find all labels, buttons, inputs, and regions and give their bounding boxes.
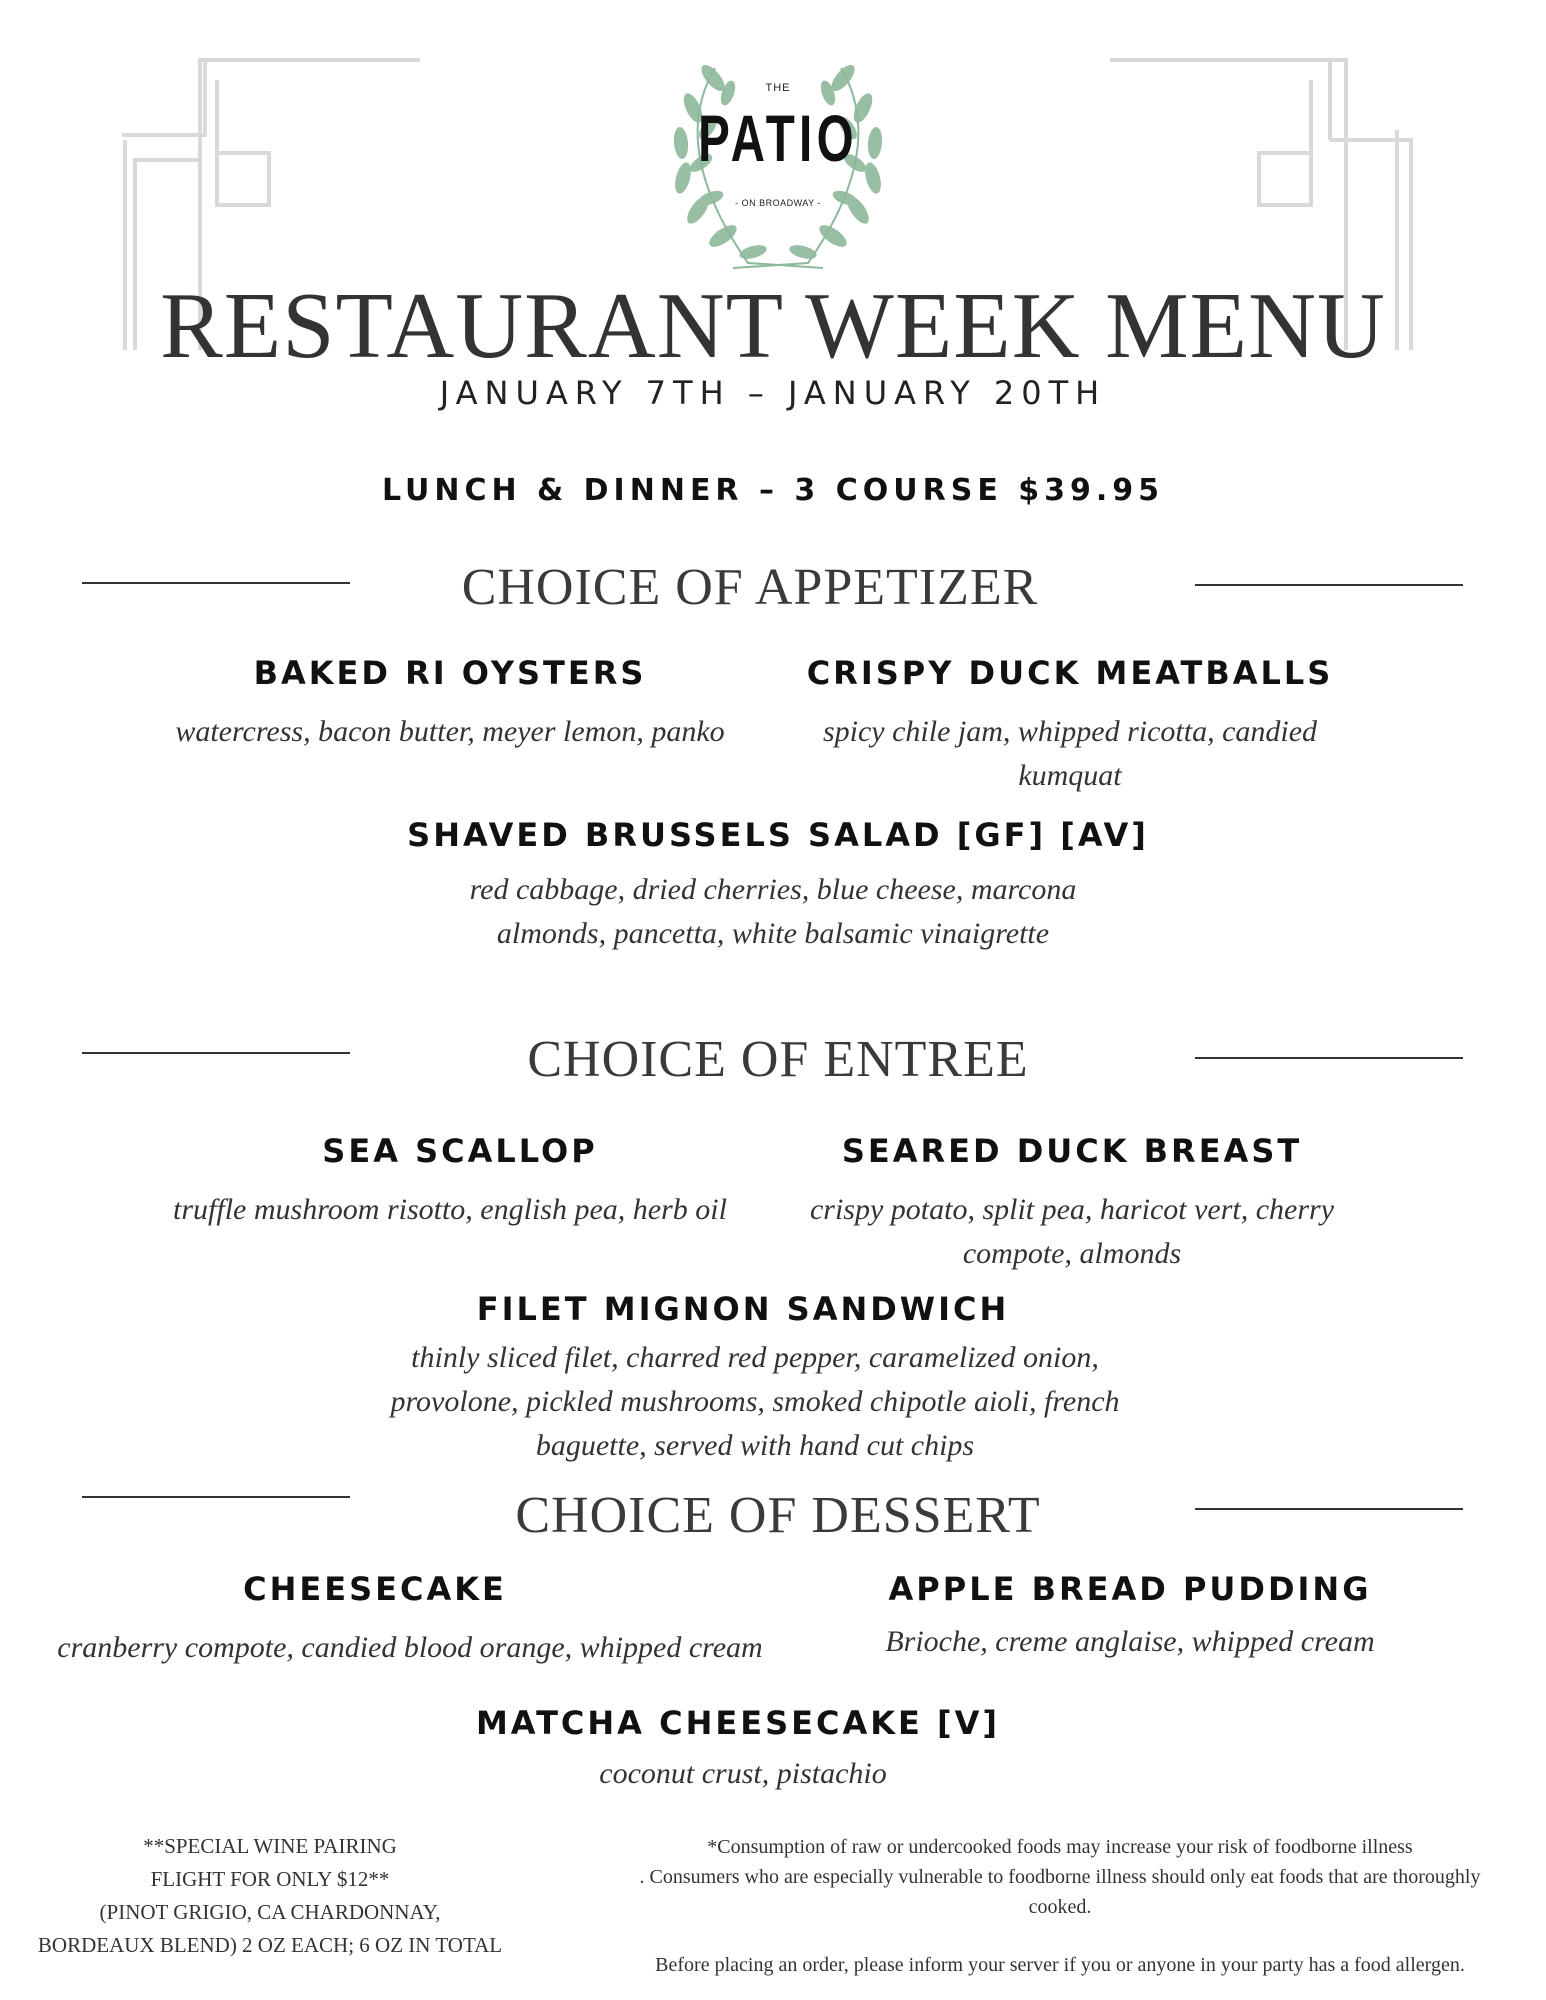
dish-name: MATCHA CHEESECAKE [V] <box>475 1704 1001 1742</box>
dish-description <box>720 710 1420 798</box>
notice-line: . Consumers who are especially vulnerable to foodborne illness should only eat foods that are thoroughly <box>639 1866 1481 1888</box>
menu-dates: JANUARY 7TH – JANUARY 20TH <box>439 374 1107 412</box>
notice-line: cooked. <box>1028 1896 1092 1918</box>
page-title: RESTAURANT WEEK MENU <box>160 274 1386 378</box>
wine-line: FLIGHT FOR ONLY $12** <box>150 1867 390 1891</box>
dish-description: coconut crust, pistachio <box>599 1757 887 1790</box>
description-line: almonds, pancetta, white balsamic vinaigrette <box>496 917 1050 950</box>
dish-name: FILET MIGNON SANDWICH <box>476 1290 1010 1328</box>
dish-description: watercress, bacon butter, meyer lemon, panko <box>175 715 725 748</box>
wine-line: (PINOT GRIGIO, CA CHARDONNAY, <box>99 1900 441 1924</box>
dish-name: SEA SCALLOP <box>322 1132 598 1170</box>
dish-description <box>0 868 1546 956</box>
dish-name: APPLE BREAD PUDDING <box>888 1570 1372 1608</box>
dish-description <box>0 1336 1510 1468</box>
allergen-notice: Before placing an order, please inform your server if you or anyone in your party has a food allergen. <box>655 1954 1465 1976</box>
logo-the: THE <box>765 82 791 94</box>
description-line: baguette, served with hand cut chips <box>535 1429 975 1462</box>
dish-description <box>722 1188 1422 1276</box>
course-price: LUNCH & DINNER – 3 COURSE $39.95 <box>381 473 1165 508</box>
appetizer-heading: CHOICE OF APPETIZER <box>461 559 1039 616</box>
dish-name: SHAVED BRUSSELS SALAD [GF] [AV] <box>407 816 1149 854</box>
description-line: crispy potato, split pea, haricot vert, cherry <box>809 1193 1335 1226</box>
notice-line: *Consumption of raw or undercooked foods may increase your risk of foodborne illness <box>707 1836 1413 1858</box>
logo-subtitle: - ON BROADWAY - <box>735 198 821 208</box>
restaurant-logo <box>653 38 903 278</box>
wine-line: BORDEAUX BLEND) 2 OZ EACH; 6 OZ IN TOTAL <box>37 1933 503 1957</box>
dessert-heading: CHOICE OF DESSERT <box>515 1487 1041 1544</box>
dish-name: BAKED RI OYSTERS <box>253 654 647 692</box>
description-line: spicy chile jam, whipped ricotta, candied <box>822 715 1318 748</box>
entree-heading: CHOICE OF ENTREE <box>527 1031 1029 1088</box>
dish-name: SEARED DUCK BREAST <box>841 1132 1303 1170</box>
dish-name: CRISPY DUCK MEATBALLS <box>806 654 1334 692</box>
dish-description: truffle mushroom risotto, english pea, herb oil <box>173 1193 727 1226</box>
description-line: kumquat <box>1018 759 1122 792</box>
description-line: provolone, pickled mushrooms, smoked chipotle aioli, french <box>390 1385 1120 1418</box>
dish-description: Brioche, creme anglaise, whipped cream <box>885 1625 1375 1658</box>
logo-name: PATIO <box>698 101 858 175</box>
description-line: compote, almonds <box>962 1237 1182 1270</box>
wine-pairing-note <box>10 1830 530 1962</box>
dish-name: CHEESECAKE <box>243 1570 507 1608</box>
wine-line: **SPECIAL WINE PAIRING <box>143 1834 397 1858</box>
food-safety-notice <box>590 1832 1530 1922</box>
description-line: thinly sliced filet, charred red pepper, caramelized onion, <box>411 1341 1099 1374</box>
description-line: red cabbage, dried cherries, blue cheese, marcona <box>469 873 1077 906</box>
dish-description: cranberry compote, candied blood orange, whipped cream <box>57 1631 763 1664</box>
